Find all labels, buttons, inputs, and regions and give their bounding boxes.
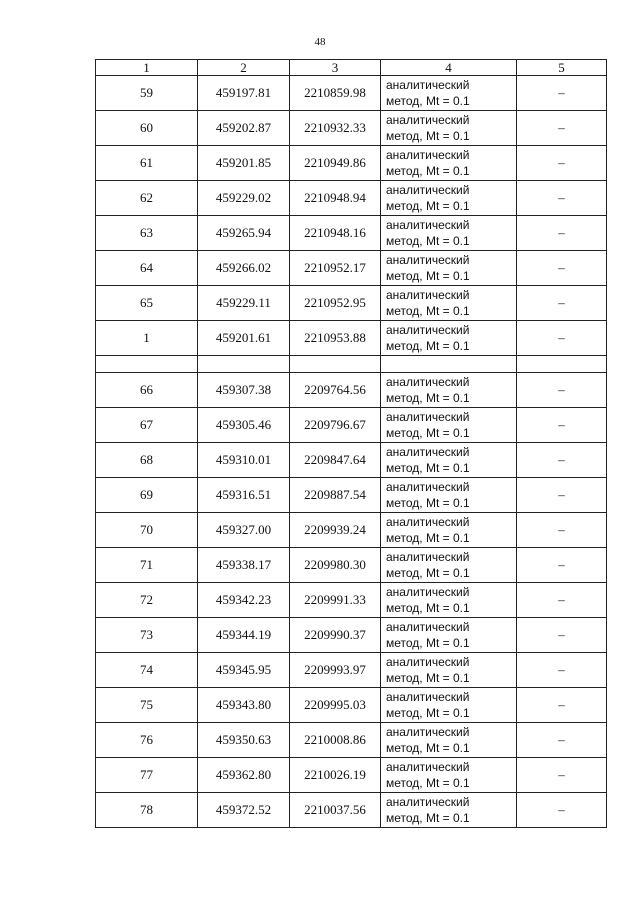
point-number-cell: 68: [96, 443, 198, 478]
empty-cell: [96, 356, 198, 373]
method-cell: [381, 251, 517, 286]
x-coordinate-cell: 459307.38: [198, 373, 290, 408]
point-number-cell: 69: [96, 478, 198, 513]
x-coordinate-cell: 459197.81: [198, 76, 290, 111]
table-row: [96, 793, 607, 828]
x-coordinate-cell: 459265.94: [198, 216, 290, 251]
x-coordinate-cell: 459327.00: [198, 513, 290, 548]
method-cell: [381, 653, 517, 688]
x-coordinate-cell: 459344.19: [198, 618, 290, 653]
x-coordinate-cell: 459266.02: [198, 251, 290, 286]
method-line-2: метод, Mt = 0.1: [386, 636, 470, 650]
method-line-2: метод, Mt = 0.1: [386, 461, 470, 475]
table-row: [96, 653, 607, 688]
table-row: [96, 216, 607, 251]
x-coordinate-cell: 459343.80: [198, 688, 290, 723]
method-cell: [381, 618, 517, 653]
method-line-1: аналитический: [386, 323, 470, 337]
empty-cell: [290, 356, 381, 373]
method-line-2: метод, Mt = 0.1: [386, 199, 470, 213]
method-line-2: метод, Mt = 0.1: [386, 496, 470, 510]
y-coordinate-cell: 2209995.03: [290, 688, 381, 723]
x-coordinate-cell: 459305.46: [198, 408, 290, 443]
method-line-2: метод, Mt = 0.1: [386, 671, 470, 685]
method-line-1: аналитический: [386, 253, 470, 267]
method-line-2: метод, Mt = 0.1: [386, 531, 470, 545]
table-body: [96, 76, 607, 828]
point-number-cell: 65: [96, 286, 198, 321]
method-line-2: метод, Mt = 0.1: [386, 234, 470, 248]
point-number-cell: 73: [96, 618, 198, 653]
method-line-1: аналитический: [386, 760, 470, 774]
method-line-2: метод, Mt = 0.1: [386, 601, 470, 615]
method-cell: [381, 111, 517, 146]
method-line-2: метод, Mt = 0.1: [386, 776, 470, 790]
x-coordinate-cell: 459372.52: [198, 793, 290, 828]
y-coordinate-cell: 2209764.56: [290, 373, 381, 408]
method-line-2: метод, Mt = 0.1: [386, 811, 470, 825]
method-cell: [381, 76, 517, 111]
method-line-2: метод, Mt = 0.1: [386, 304, 470, 318]
dash-cell: –: [517, 618, 607, 653]
method-line-1: аналитический: [386, 585, 470, 599]
x-coordinate-cell: 459201.85: [198, 146, 290, 181]
method-line-1: аналитический: [386, 113, 470, 127]
method-line-2: метод, Mt = 0.1: [386, 706, 470, 720]
point-number-cell: 72: [96, 583, 198, 618]
dash-cell: –: [517, 181, 607, 216]
point-number-cell: 64: [96, 251, 198, 286]
method-line-1: аналитический: [386, 375, 470, 389]
table-header-row: [96, 60, 607, 76]
method-cell: [381, 216, 517, 251]
y-coordinate-cell: 2210953.88: [290, 321, 381, 356]
method-line-1: аналитический: [386, 148, 470, 162]
point-number-cell: 1: [96, 321, 198, 356]
method-line-2: метод, Mt = 0.1: [386, 94, 470, 108]
method-line-2: метод, Mt = 0.1: [386, 164, 470, 178]
method-cell: [381, 583, 517, 618]
table-row: [96, 723, 607, 758]
point-number-cell: 71: [96, 548, 198, 583]
method-cell: [381, 758, 517, 793]
table-row: [96, 478, 607, 513]
point-number-cell: 63: [96, 216, 198, 251]
point-number-cell: 74: [96, 653, 198, 688]
point-number-cell: 77: [96, 758, 198, 793]
table-row: [96, 111, 607, 146]
point-number-cell: 78: [96, 793, 198, 828]
method-line-1: аналитический: [386, 183, 470, 197]
method-line-1: аналитический: [386, 515, 470, 529]
dash-cell: –: [517, 758, 607, 793]
table-row: [96, 373, 607, 408]
column-header: 5: [517, 60, 607, 76]
dash-cell: –: [517, 513, 607, 548]
method-cell: [381, 181, 517, 216]
y-coordinate-cell: 2209980.30: [290, 548, 381, 583]
y-coordinate-cell: 2210952.95: [290, 286, 381, 321]
y-coordinate-cell: 2209993.97: [290, 653, 381, 688]
method-cell: [381, 286, 517, 321]
table-row: [96, 76, 607, 111]
table-row: [96, 146, 607, 181]
method-line-1: аналитический: [386, 480, 470, 494]
method-line-1: аналитический: [386, 410, 470, 424]
empty-cell: [198, 356, 290, 373]
x-coordinate-cell: 459350.63: [198, 723, 290, 758]
table-row: [96, 688, 607, 723]
method-line-2: метод, Mt = 0.1: [386, 426, 470, 440]
table-row: [96, 583, 607, 618]
x-coordinate-cell: 459310.01: [198, 443, 290, 478]
table-row: [96, 513, 607, 548]
point-number-cell: 70: [96, 513, 198, 548]
table-row: [96, 443, 607, 478]
y-coordinate-cell: 2210859.98: [290, 76, 381, 111]
method-line-2: метод, Mt = 0.1: [386, 269, 470, 283]
method-line-1: аналитический: [386, 78, 470, 92]
table-row-empty: [96, 356, 607, 373]
method-cell: [381, 443, 517, 478]
dash-cell: –: [517, 653, 607, 688]
method-cell: [381, 793, 517, 828]
x-coordinate-cell: 459201.61: [198, 321, 290, 356]
column-header: 4: [381, 60, 517, 76]
dash-cell: –: [517, 723, 607, 758]
y-coordinate-cell: 2210026.19: [290, 758, 381, 793]
x-coordinate-cell: 459345.95: [198, 653, 290, 688]
method-line-1: аналитический: [386, 690, 470, 704]
dash-cell: –: [517, 793, 607, 828]
y-coordinate-cell: 2210008.86: [290, 723, 381, 758]
y-coordinate-cell: 2209939.24: [290, 513, 381, 548]
method-line-1: аналитический: [386, 655, 470, 669]
dash-cell: –: [517, 583, 607, 618]
table-row: [96, 758, 607, 793]
point-number-cell: 61: [96, 146, 198, 181]
method-line-1: аналитический: [386, 218, 470, 232]
x-coordinate-cell: 459202.87: [198, 111, 290, 146]
method-line-1: аналитический: [386, 445, 470, 459]
point-number-cell: 62: [96, 181, 198, 216]
x-coordinate-cell: 459229.02: [198, 181, 290, 216]
column-header: 1: [96, 60, 198, 76]
y-coordinate-cell: 2209991.33: [290, 583, 381, 618]
x-coordinate-cell: 459342.23: [198, 583, 290, 618]
dash-cell: –: [517, 548, 607, 583]
method-line-2: метод, Mt = 0.1: [386, 339, 470, 353]
method-line-1: аналитический: [386, 288, 470, 302]
dash-cell: –: [517, 286, 607, 321]
x-coordinate-cell: 459338.17: [198, 548, 290, 583]
point-number-cell: 76: [96, 723, 198, 758]
dash-cell: –: [517, 251, 607, 286]
dash-cell: –: [517, 146, 607, 181]
y-coordinate-cell: 2209847.64: [290, 443, 381, 478]
table-row: [96, 321, 607, 356]
y-coordinate-cell: 2210952.17: [290, 251, 381, 286]
method-cell: [381, 688, 517, 723]
table-row: [96, 181, 607, 216]
table-row: [96, 618, 607, 653]
point-number-cell: 67: [96, 408, 198, 443]
x-coordinate-cell: 459229.11: [198, 286, 290, 321]
method-cell: [381, 513, 517, 548]
table-row: [96, 251, 607, 286]
method-cell: [381, 723, 517, 758]
y-coordinate-cell: 2210949.86: [290, 146, 381, 181]
method-line-1: аналитический: [386, 725, 470, 739]
y-coordinate-cell: 2210932.33: [290, 111, 381, 146]
y-coordinate-cell: 2210948.16: [290, 216, 381, 251]
table-row: [96, 548, 607, 583]
y-coordinate-cell: 2210948.94: [290, 181, 381, 216]
dash-cell: –: [517, 216, 607, 251]
method-line-2: метод, Mt = 0.1: [386, 566, 470, 580]
method-cell: [381, 373, 517, 408]
dash-cell: –: [517, 408, 607, 443]
method-cell: [381, 408, 517, 443]
method-line-1: аналитический: [386, 550, 470, 564]
y-coordinate-cell: 2210037.56: [290, 793, 381, 828]
empty-cell: [517, 356, 607, 373]
y-coordinate-cell: 2209990.37: [290, 618, 381, 653]
method-cell: [381, 146, 517, 181]
method-line-1: аналитический: [386, 795, 470, 809]
page-number: 48: [314, 36, 326, 48]
column-header: 2: [198, 60, 290, 76]
method-cell: [381, 548, 517, 583]
dash-cell: –: [517, 321, 607, 356]
point-number-cell: 66: [96, 373, 198, 408]
x-coordinate-cell: 459362.80: [198, 758, 290, 793]
table-row: [96, 286, 607, 321]
method-line-2: метод, Mt = 0.1: [386, 391, 470, 405]
dash-cell: –: [517, 111, 607, 146]
point-number-cell: 59: [96, 76, 198, 111]
column-header: 3: [290, 60, 381, 76]
dash-cell: –: [517, 443, 607, 478]
method-line-2: метод, Mt = 0.1: [386, 741, 470, 755]
empty-cell: [381, 356, 517, 373]
dash-cell: –: [517, 373, 607, 408]
table-row: [96, 408, 607, 443]
coordinates-table: [95, 59, 607, 828]
method-line-2: метод, Mt = 0.1: [386, 129, 470, 143]
y-coordinate-cell: 2209796.67: [290, 408, 381, 443]
method-cell: [381, 478, 517, 513]
point-number-cell: 60: [96, 111, 198, 146]
method-cell: [381, 321, 517, 356]
dash-cell: –: [517, 76, 607, 111]
y-coordinate-cell: 2209887.54: [290, 478, 381, 513]
point-number-cell: 75: [96, 688, 198, 723]
x-coordinate-cell: 459316.51: [198, 478, 290, 513]
method-line-1: аналитический: [386, 620, 470, 634]
dash-cell: –: [517, 478, 607, 513]
dash-cell: –: [517, 688, 607, 723]
